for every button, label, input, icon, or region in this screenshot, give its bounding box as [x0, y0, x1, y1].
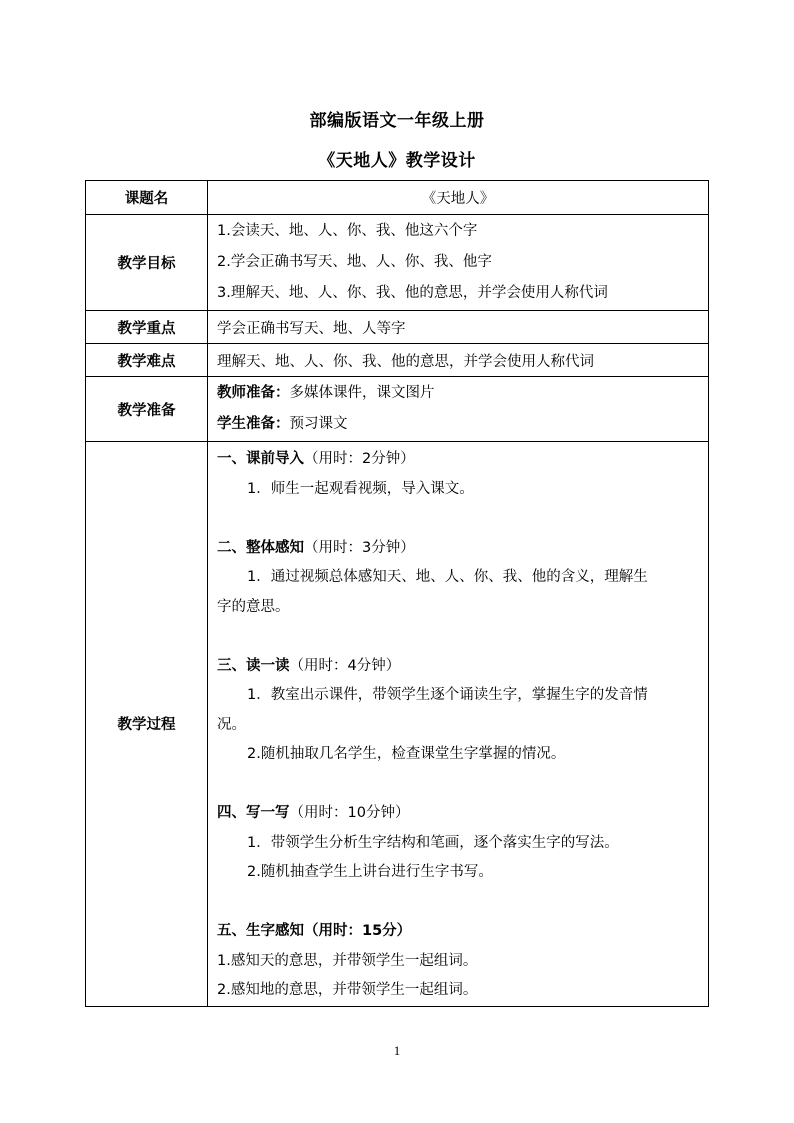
- teacher-preparation-value: 多媒体课件，课文图片: [289, 385, 435, 401]
- spacer: [217, 888, 708, 918]
- section-title: 一、课前导入: [217, 451, 304, 467]
- section-title: 二、整体感知: [217, 539, 304, 556]
- spacer: [217, 622, 708, 652]
- section-heading: [217, 652, 708, 682]
- teacher-preparation: [217, 378, 708, 409]
- spacer: [217, 770, 708, 800]
- table-row-topic: [86, 181, 709, 215]
- section-title: 三、读一读: [217, 657, 290, 674]
- process-step: 2.随机抽查学生上讲台进行生字书写。: [247, 864, 493, 880]
- process-step: 2.随机抽取几名学生，检查课堂生字掌握的情况。: [247, 746, 566, 762]
- lesson-plan-table: [85, 180, 709, 1007]
- difficulties-value: 理解天、地、人、你、我、他的意思，并学会使用人称代词: [208, 344, 709, 377]
- goal-item: 2.学会正确书写天、地、人、你、我、他字: [217, 254, 492, 270]
- preparation-cell: [208, 377, 709, 442]
- process-step: 1.感知天的意思，并带领学生一起组词。: [217, 952, 478, 969]
- student-preparation-label: 学生准备：: [217, 416, 290, 432]
- table-row-key-points: [86, 311, 709, 344]
- process-step-continuation: 字的意思。: [217, 598, 290, 615]
- process-step-continuation: 况。: [217, 716, 246, 733]
- section-title: 四、写一写: [217, 805, 290, 821]
- table-row-difficulties: [86, 344, 709, 377]
- preparation-label: 教学准备: [86, 377, 208, 442]
- section-heading: 五、生字感知（用时：15分）: [217, 923, 412, 939]
- section-heading: [217, 534, 708, 564]
- table-row-preparation: [86, 377, 709, 442]
- process-step: 2.感知地的意思，并带领学生一起组词。: [217, 982, 478, 998]
- section-heading: [217, 799, 708, 829]
- process-step: 1．通过视频总体感知天、地、人、你、我、他的含义，理解生: [247, 569, 648, 585]
- document-subtitle: 《天地人》教学设计: [318, 151, 476, 171]
- teacher-preparation-label: 教师准备：: [217, 385, 290, 401]
- goal-item: 1.会读天、地、人、你、我、他这六个字: [217, 223, 478, 239]
- process-step: 1．带领学生分析生字结构和笔画，逐个落实生字的写法。: [247, 834, 619, 851]
- key-points-label: 教学重点: [86, 311, 208, 344]
- topic-value: 《天地人》: [208, 181, 709, 215]
- process-step: 1．教室出示课件，带领学生逐个诵读生字，掌握生字的发音情: [247, 687, 648, 703]
- document-title: 部编版语文一年级上册: [309, 111, 485, 131]
- goals-cell: [208, 215, 709, 311]
- process-step: 1．师生一起观看视频，导入课文。: [247, 480, 474, 497]
- section-time: （用时：2分钟）: [304, 451, 415, 467]
- student-preparation: [217, 409, 708, 440]
- page-number: 1: [393, 1043, 401, 1058]
- goal-item: 3.理解天、地、人、你、我、他的意思，并学会使用人称代词: [217, 285, 608, 301]
- key-points-value: 学会正确书写天、地、人等字: [208, 311, 709, 344]
- difficulties-label: 教学难点: [86, 344, 208, 377]
- section-time: （用时：3分钟）: [304, 539, 415, 556]
- table-row-process: [86, 442, 709, 1007]
- section-heading: [217, 445, 708, 475]
- process-cell: [208, 442, 709, 1007]
- spacer: [217, 504, 708, 534]
- process-label: 教学过程: [86, 442, 208, 1007]
- topic-label: 课题名: [86, 181, 208, 215]
- student-preparation-value: 预习课文: [289, 416, 348, 432]
- goals-label: 教学目标: [86, 215, 208, 311]
- section-time: （用时：10分钟）: [289, 805, 410, 821]
- table-row-goals: [86, 215, 709, 311]
- section-time: （用时：4分钟）: [289, 657, 401, 674]
